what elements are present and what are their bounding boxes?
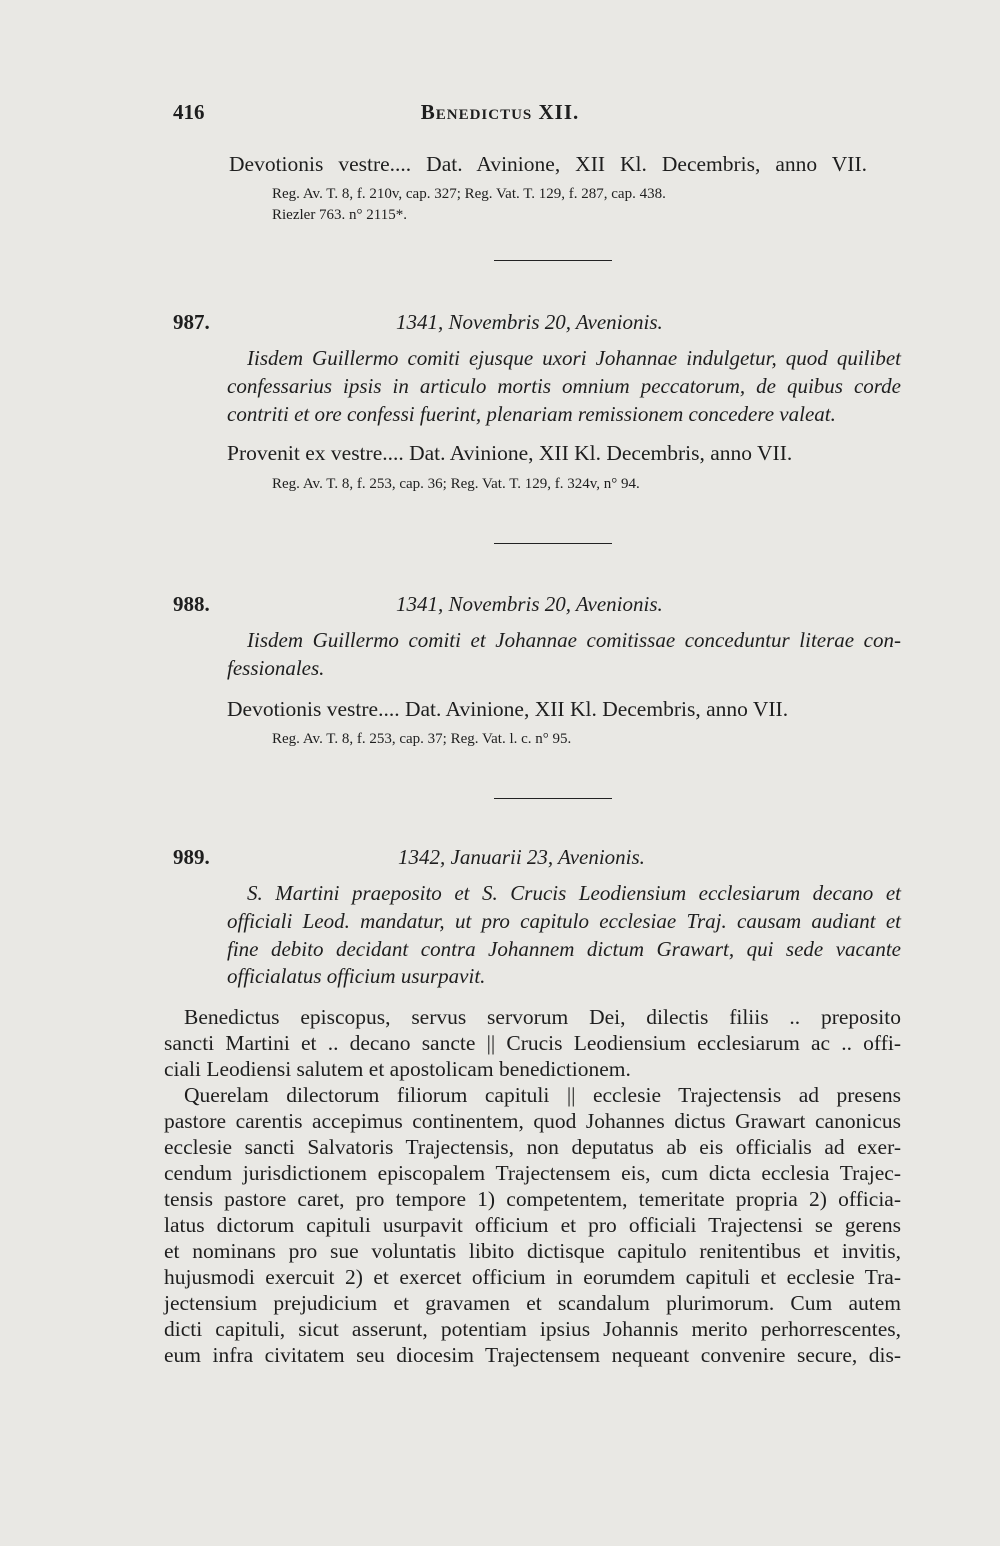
entry-date: 1341, Novembris 20, Avenionis. xyxy=(396,310,663,334)
body-line: sancti Martini et .. decano sancte || Crucis Leodiensium ecclesiarum ac .. offi- xyxy=(164,1031,901,1055)
intro-ref-1: Reg. Av. T. 8, f. 210v, cap. 327; Reg. Vat. T. 129, f. 287, cap. 438. xyxy=(272,186,666,202)
body-line: Querelam dilectorum filiorum capituli || ecclesie Trajectensis ad presens xyxy=(184,1083,901,1107)
body-line: ecclesie sancti Salvatoris Trajectensis, non deputatus ab eis officialis ad exer- xyxy=(164,1135,901,1159)
entry-summary-line: officialatus officium usurpavit. xyxy=(227,964,486,988)
entry-summary-line: fessionales. xyxy=(227,656,325,680)
entry-date: 1342, Januarii 23, Avenionis. xyxy=(398,845,645,869)
divider xyxy=(494,260,612,261)
entry-summary-line: Iisdem Guillermo comiti ejusque uxori Johannae indulgetur, quod quilibet xyxy=(247,346,901,370)
body-line: latus dictorum capituli usurpavit officium et pro officiali Trajectensi se gerens xyxy=(164,1213,901,1237)
entry-summary-line: fine debito decidant contra Johannem dictum Grawart, qui sede vacante xyxy=(227,937,901,961)
entry-summary-line: officiali Leod. mandatur, ut pro capitulo ecclesiae Traj. causam audiant et xyxy=(227,909,901,933)
entry-ref: Reg. Av. T. 8, f. 253, cap. 36; Reg. Vat. T. 129, f. 324v, n° 94. xyxy=(272,476,640,492)
body-line: pastore carentis accepimus continentem, quod Johannes dictus Grawart canonicus xyxy=(164,1109,901,1133)
divider xyxy=(494,798,612,799)
body-line: hujusmodi exercuit 2) et exercet officium in eorumdem capituli et ecclesie Tra- xyxy=(164,1265,901,1289)
body-line: dicti capituli, sicut asserunt, potentiam ipsius Johannis merito perhorrescentes, xyxy=(164,1317,901,1341)
entry-formula: Provenit ex vestre.... Dat. Avinione, XII Kl. Decembris, anno VII. xyxy=(227,441,793,465)
body-line: et nominans pro sue voluntatis libito dictisque capitulo renitentibus et invitis, xyxy=(164,1239,901,1263)
intro-ref-2: Riezler 763. n° 2115*. xyxy=(272,207,407,223)
entry-ref: Reg. Av. T. 8, f. 253, cap. 37; Reg. Vat. l. c. n° 95. xyxy=(272,731,572,747)
running-title: Benedictus XII. xyxy=(420,100,580,124)
body-line: eum infra civitatem seu diocesim Trajectensem nequeant convenire secure, dis- xyxy=(164,1343,901,1367)
entry-date: 1341, Novembris 20, Avenionis. xyxy=(396,592,663,616)
entry-summary-line: S. Martini praeposito et S. Crucis Leodiensium ecclesiarum decano et xyxy=(247,881,901,905)
body-line: tensis pastore caret, pro tempore 1) competentem, temeritate propria 2) officia- xyxy=(164,1187,901,1211)
entry-number: 989. xyxy=(173,845,210,869)
body-line: jectensium prejudicium et gravamen et scandalum plurimorum. Cum autem xyxy=(164,1291,901,1315)
entry-formula: Devotionis vestre.... Dat. Avinione, XII Kl. Decembris, anno VII. xyxy=(227,697,789,721)
body-line: Benedictus episcopus, servus servorum Dei, dilectis filiis .. preposito xyxy=(184,1005,901,1029)
page-number: 416 xyxy=(173,100,205,124)
entry-number: 987. xyxy=(173,310,210,334)
entry-number: 988. xyxy=(173,592,210,616)
intro-formula: Devotionis vestre.... Dat. Avinione, XII Kl. Decembris, anno VII. xyxy=(229,152,867,176)
body-line: ciali Leodiensi salutem et apostolicam benedictionem. xyxy=(164,1057,631,1081)
entry-summary-line: confessarius ipsis in articulo mortis omnium peccatorum, de quibus corde xyxy=(227,374,901,398)
entry-summary-line: Iisdem Guillermo comiti et Johannae comitissae conceduntur literae con- xyxy=(247,628,901,652)
entry-summary-line: contriti et ore confessi fuerint, plenariam remissionem concedere valeat. xyxy=(227,402,836,426)
body-line: cendum jurisdictionem episcopalem Trajectensem eis, cum dicta ecclesia Trajec- xyxy=(164,1161,901,1185)
divider xyxy=(494,543,612,544)
